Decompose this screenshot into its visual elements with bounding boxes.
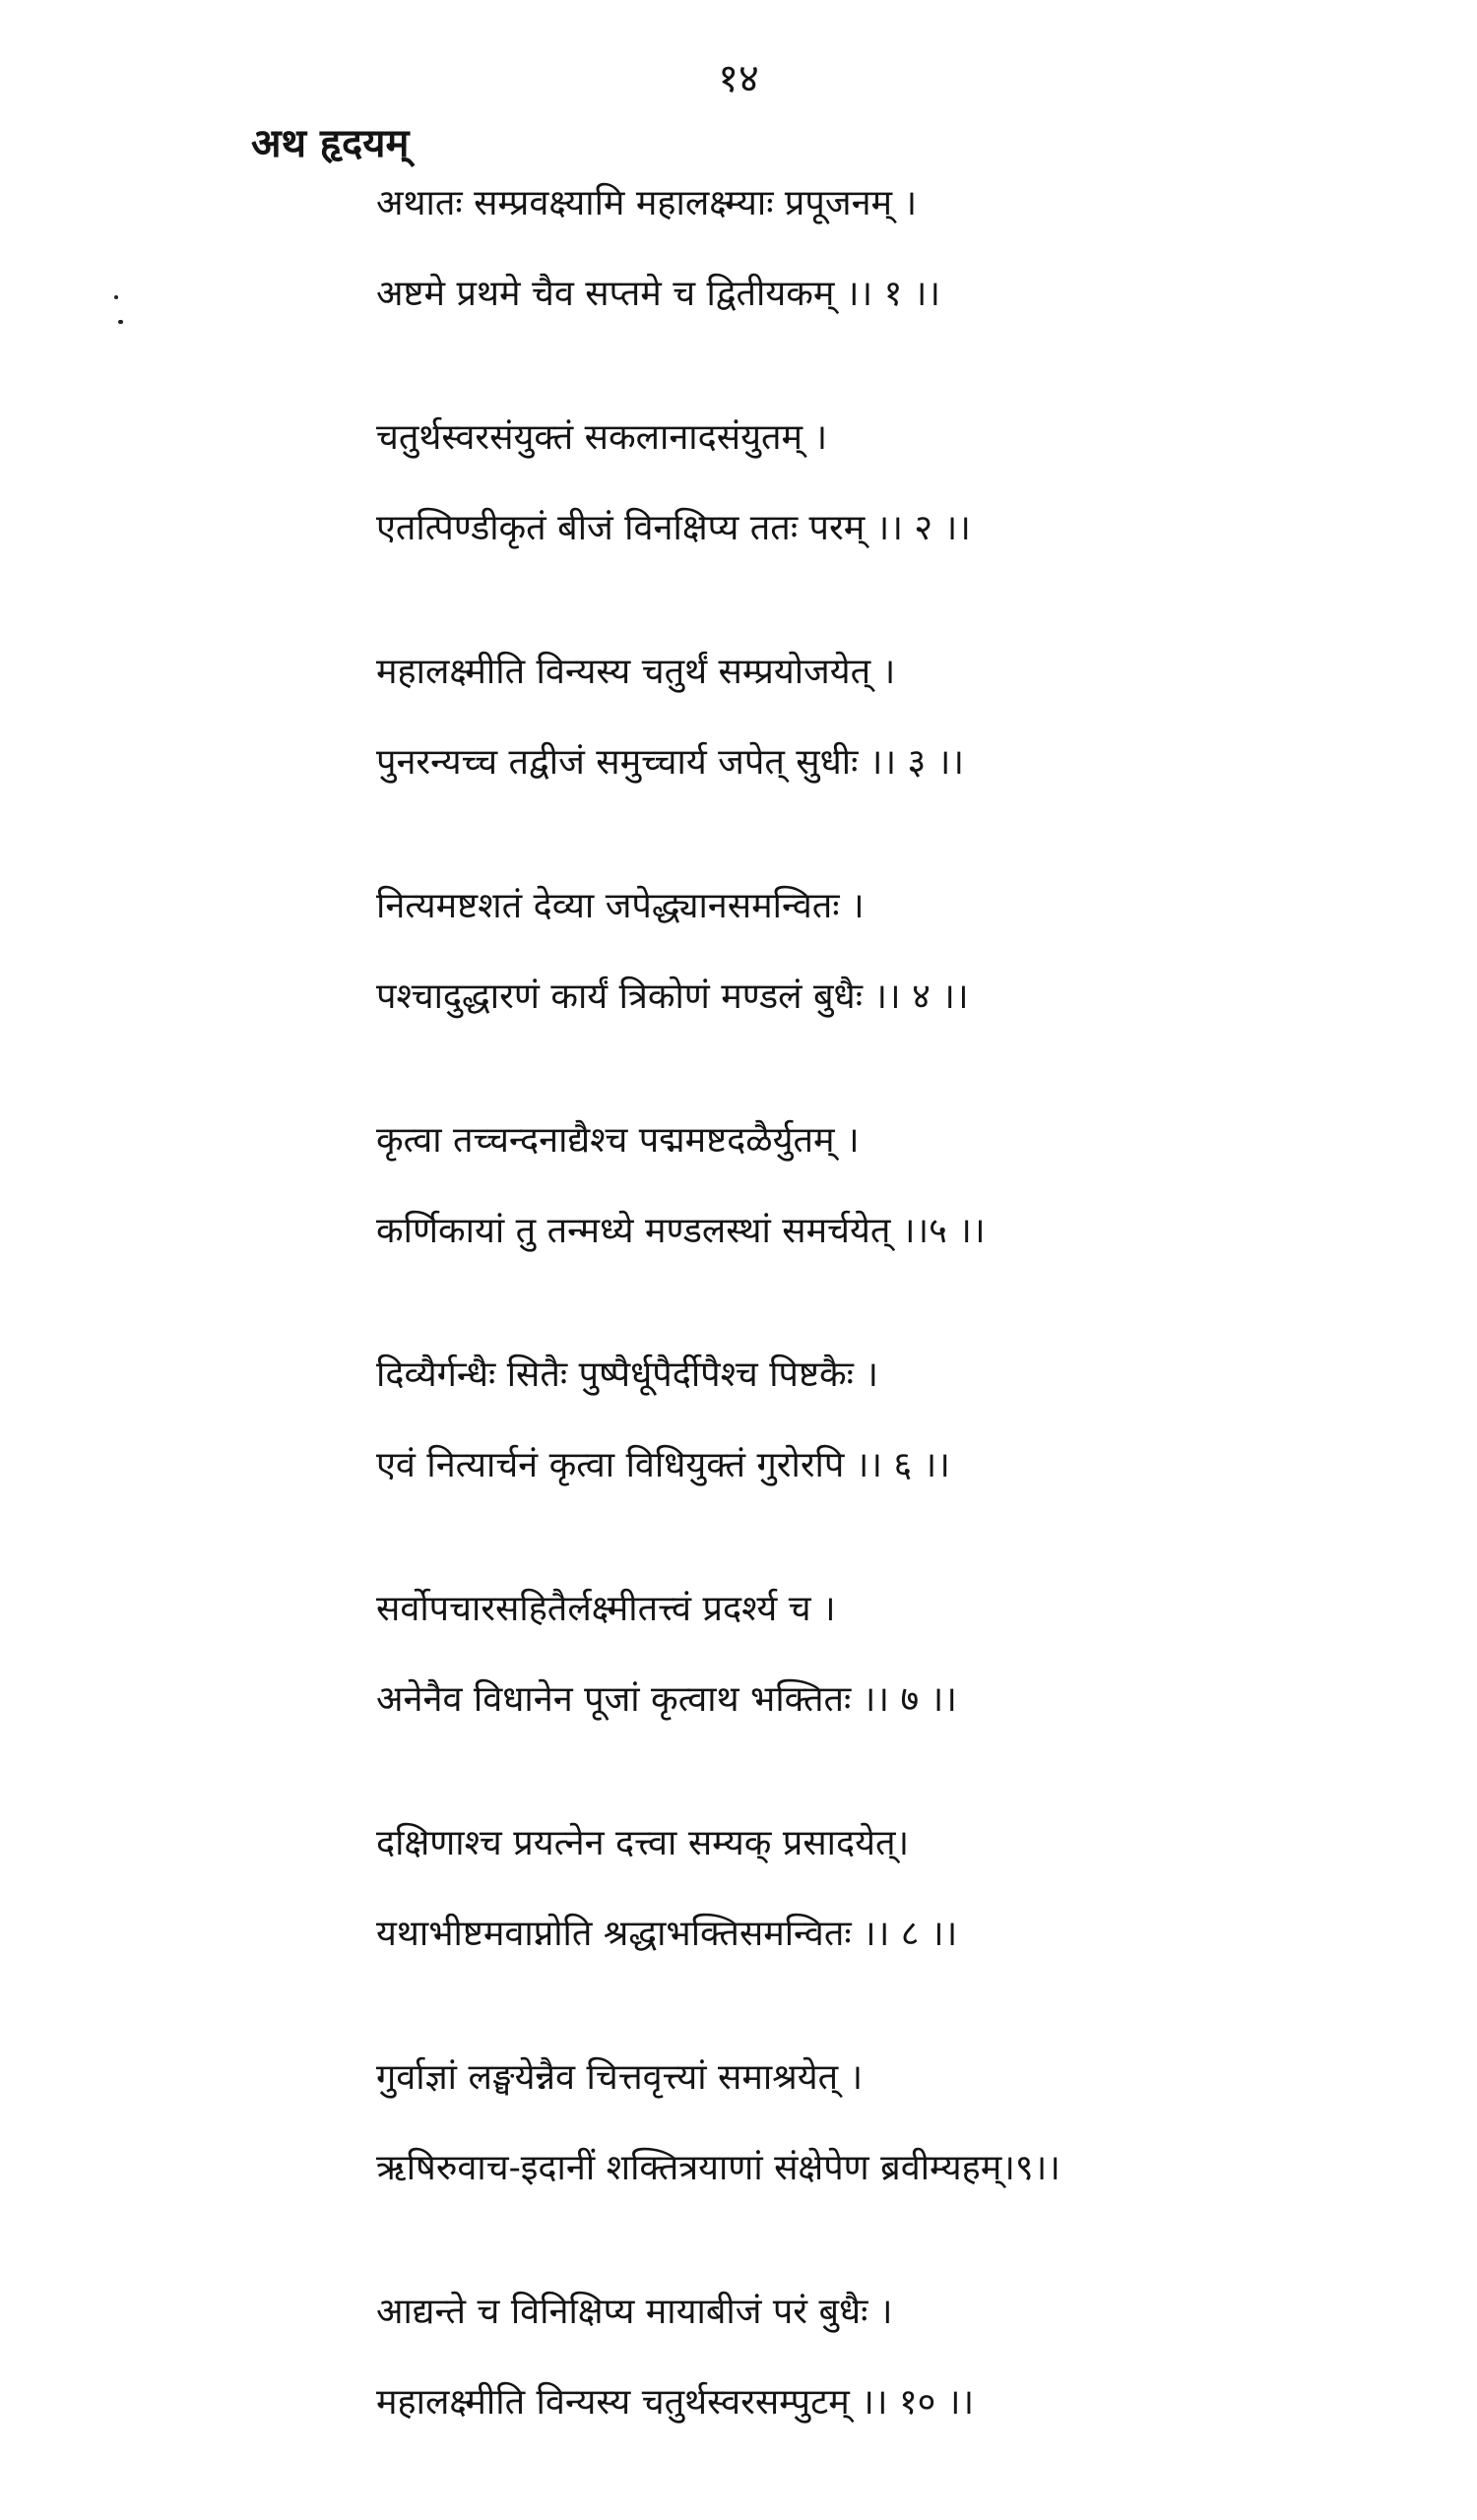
verse-line-second: एतत्पिण्डीकृतं बीजं विनक्षिप्य ततः परम् ।। २ ।। — [376, 508, 971, 548]
verse-line-second: एवं नित्यार्चनं कृत्वा विधियुक्तं गुरोरपि ।। ६ ।। — [376, 1445, 950, 1485]
verse-7 — [376, 1583, 1440, 1727]
verse-line-second: महालक्ष्मीति विन्यस्य चतुर्थस्वरसम्पुटम् ।। १० ।। — [376, 2382, 975, 2423]
verse-line-second: ऋषिरुवाच-इदानीं शक्तित्रयाणां संक्षेपेण ब्रवीम्यहम्।९।। — [376, 2148, 1060, 2188]
verse-6 — [376, 1349, 1440, 1492]
verse-line-first: अथातः सम्प्रवक्ष्यामि महालक्ष्म्याः प्रपूजनम् । — [376, 183, 918, 223]
verse-2 — [376, 411, 1440, 555]
verse-line-first: आद्यन्ते च विनिक्षिप्य मायाबीजं परं बुधैः । — [376, 2292, 893, 2332]
verse-line-second: पश्चादुद्धारणं कार्यं त्रिकोणं मण्डलं बुधैः ।। ४ ।। — [376, 976, 969, 1017]
verse-line-second: यथाभीष्टमवाप्नोति श्रद्धाभक्तिसमन्वितः ।। ८ ।। — [376, 1914, 958, 1954]
verse-1 — [376, 177, 1440, 321]
verse-line-first: दिव्यैर्गन्धैः सितैः पुष्पैर्धूपैर्दीपैश्च पिष्टकैः । — [376, 1354, 878, 1395]
print-speck — [118, 320, 123, 324]
verse-line-second: कर्णिकायां तु तन्मध्ये मण्डलस्थां समर्चयेत् ।।५ ।। — [376, 1211, 986, 1251]
verse-line-first: सर्वोपचारसहितैर्लक्ष्मीतत्त्वं प्रदर्श्य च । — [376, 1589, 836, 1629]
verse-9 — [376, 2051, 1440, 2195]
verse-list — [376, 177, 1440, 2520]
verse-4 — [376, 880, 1440, 1024]
verse-5 — [376, 1114, 1440, 1258]
verse-line-second: पुनरन्यच्च तद्वीजं समुच्चार्य जपेत् सुधीः ।। ३ ।। — [376, 742, 964, 783]
verse-10 — [376, 2286, 1440, 2429]
verse-line-first: दक्षिणाश्च प्रयत्नेन दत्त्वा सम्यक् प्रसादयेत्। — [376, 1823, 910, 1863]
verse-3 — [376, 646, 1440, 789]
print-speck — [114, 295, 118, 299]
verse-line-first: नित्यमष्टशतं देव्या जपेद्ध्यानसमन्वितः । — [376, 886, 865, 926]
verse-line-first: गुर्वाज्ञां लङ्घयेन्नैव चित्तवृत्त्यां समाश्रयेत् । — [376, 2057, 864, 2098]
verse-8 — [376, 1817, 1440, 1961]
page-number: १४ — [718, 56, 759, 101]
verse-line-second: अनेनैव विधानेन पूजां कृत्वाथ भक्तितः ।। ७ ।। — [376, 1679, 957, 1720]
verse-line-first: महालक्ष्मीति विन्यस्य चतुर्थं सम्प्रयोजयेत् । — [376, 652, 896, 692]
verse-line-second: अष्टमे प्रथमे चैव सप्तमे च द्वितीयकम् ।। १ ।। — [376, 274, 941, 314]
verse-line-first: कृत्वा तच्चन्दनाद्यैश्च पद्ममष्टदळैर्युतम् । — [376, 1120, 860, 1161]
verse-line-first: चतुर्थस्वरसंयुक्तं सकलानादसंयुतम् । — [376, 417, 828, 458]
section-heading: अथ हृदयम् — [251, 120, 410, 166]
